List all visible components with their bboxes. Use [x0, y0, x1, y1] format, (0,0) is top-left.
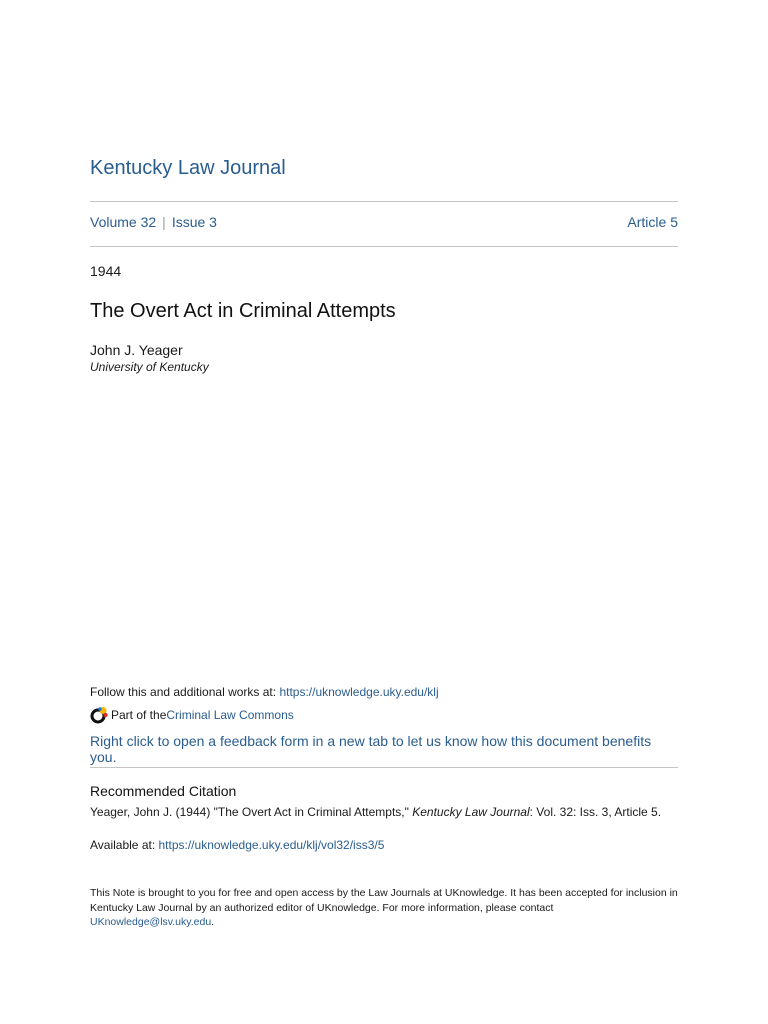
article-title: The Overt Act in Criminal Attempts	[90, 300, 396, 322]
commons-link[interactable]: Criminal Law Commons	[166, 708, 294, 722]
journal-title-link[interactable]: Kentucky Law Journal	[90, 157, 286, 179]
commons-network-icon	[90, 706, 108, 724]
top-divider	[90, 201, 678, 202]
follow-line	[90, 685, 439, 699]
publication-year: 1944	[90, 263, 122, 279]
article-link[interactable]: Article 5	[627, 214, 678, 230]
part-of-line	[90, 706, 294, 724]
issue-row	[90, 214, 678, 230]
author-affiliation: University of Kentucky	[90, 360, 209, 374]
volume-link[interactable]: Volume 32	[90, 214, 157, 230]
follow-url-link[interactable]: https://uknowledge.uky.edu/klj	[279, 685, 439, 699]
issue-separator: |	[162, 214, 166, 230]
citation-text	[90, 804, 678, 821]
citation-heading: Recommended Citation	[90, 783, 237, 799]
note-end: .	[211, 916, 215, 928]
available-prefix: Available at:	[90, 838, 159, 852]
contact-email-link[interactable]: UKnowledge@lsv.uky.edu	[90, 916, 212, 928]
citation-suffix: : Vol. 32: Iss. 3, Article 5.	[529, 805, 662, 819]
citation-prefix: Yeager, John J. (1944) "The Overt Act in Criminal Attempts,"	[90, 805, 413, 819]
citation-divider	[90, 767, 678, 768]
feedback-link[interactable]: Right click to open a feedback form in a new tab to let us know how this document benefits you.	[90, 733, 652, 765]
issue-divider	[90, 246, 678, 247]
cover-page	[90, 0, 678, 1024]
available-line	[90, 838, 384, 852]
available-url-link[interactable]: https://uknowledge.uky.edu/klj/vol32/iss3/5	[158, 838, 385, 852]
author-name: John J. Yeager	[90, 342, 183, 358]
access-note	[90, 886, 678, 930]
part-of-prefix: Part of the	[111, 708, 167, 722]
citation-journal: Kentucky Law Journal	[412, 805, 530, 819]
issue-link[interactable]: Issue 3	[171, 214, 217, 230]
note-text: This Note is brought to you for free and open access by the Law Journals at UKnowledge. It has been accepted for inclusion in Kentucky Law Journal by an authorized editor of UKnowledge. For more information, please contact	[90, 887, 678, 914]
follow-prefix: Follow this and additional works at:	[90, 685, 280, 699]
